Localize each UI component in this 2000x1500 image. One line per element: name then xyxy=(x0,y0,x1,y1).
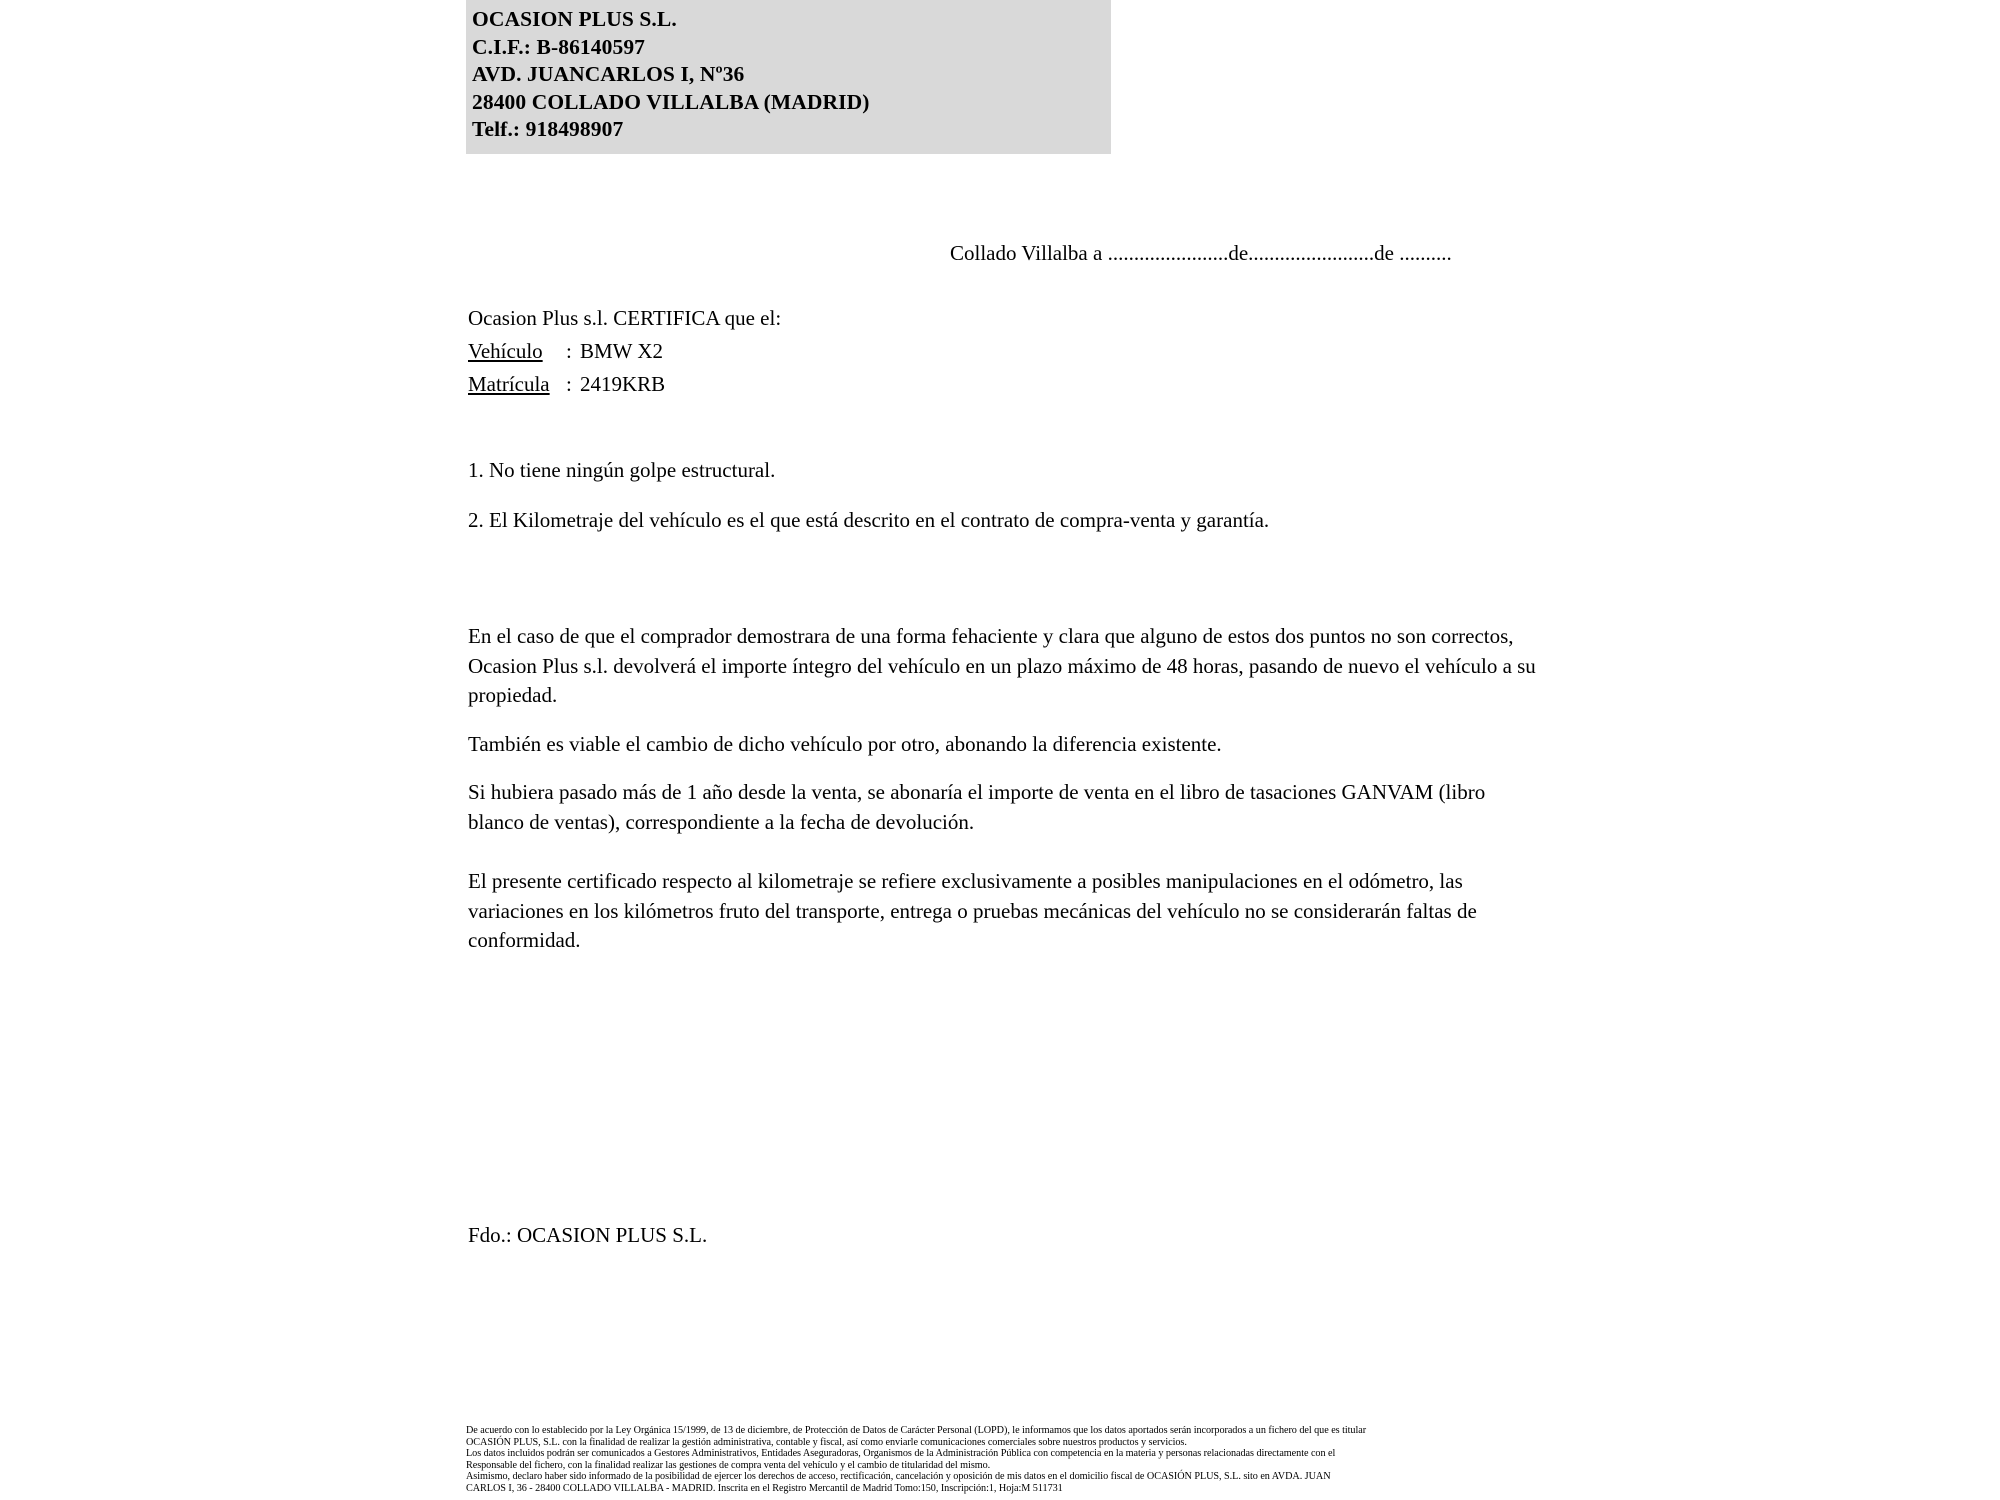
company-name: OCASION PLUS S.L. xyxy=(472,7,677,31)
company-street: AVD. JUANCARLOS I, Nº36 xyxy=(472,62,745,86)
paragraph-vehicle-exchange: También es viable el cambio de dicho vehículo por otro, abonando la diferencia existente. xyxy=(468,732,1222,756)
plate-field-separator: : xyxy=(566,372,572,396)
legal-footer-line-3: Los datos incluidos podrán ser comunicados a Gestores Administrativos, Entidades Aseguradoras, Organismos de la Administración Pública con competencia en la materia y personas relacionadas directamente con el xyxy=(466,1448,1336,1460)
vehicle-field-label: Vehículo xyxy=(468,339,543,363)
vehicle-field xyxy=(468,335,781,368)
legal-footer-line-6: CARLOS I, 36 - 28400 COLLADO VILLALBA - MADRID. Inscrita en el Registro Mercantil de Madrid Tomo:150, Inscripción:1, Hoja:M 511731 xyxy=(466,1482,1063,1494)
legal-footer-line-5: Asimismo, declaro haber sido informado de la posibilidad de ejercer los derechos de acceso, rectificación, cancelación y oposición de mis datos en el domicilio fiscal de OCASIÓN PLUS, S.L. sito en AVDA. JUAN xyxy=(466,1471,1331,1483)
company-cif: C.I.F.: B-86140597 xyxy=(472,34,646,59)
legal-footer-line-1: De acuerdo con lo establecido por la Ley Orgánica 15/1999, de 13 de diciembre, de Protección de Datos de Carácter Personal (LOPD), le informamos que los datos aportados serán incorporados a un fichero del que es titular xyxy=(466,1425,1367,1436)
company-letterhead xyxy=(466,0,1111,154)
legal-footer-line-2: OCASIÓN PLUS, S.L. con la finalidad de realizar la gestión administrativa, contable y fiscal, así como enviarle comunicaciones comerciales sobre nuestros productos y servicios. xyxy=(466,1436,1187,1448)
plate-field-label: Matrícula xyxy=(468,372,550,396)
plate-field xyxy=(468,368,781,401)
company-city: 28400 COLLADO VILLALBA (MADRID) xyxy=(472,89,870,114)
plate-field-value: 2419KRB xyxy=(580,372,666,396)
paragraph-refund-conditions: En el caso de que el comprador demostrara de una forma fehaciente y clara que alguno de estos dos puntos no son correctos, Ocasion Plus s.l. devolverá el importe íntegro del vehículo en un plazo máximo de 48 horas, pasando de nuevo el vehículo a su propiedad. xyxy=(468,624,1536,707)
legal-footer xyxy=(466,1425,1556,1495)
certification-block xyxy=(468,302,781,401)
vehicle-field-separator: : xyxy=(566,339,572,363)
certification-title: Ocasion Plus s.l. CERTIFICA que el: xyxy=(468,306,782,330)
company-phone: Telf.: 918498907 xyxy=(472,117,624,141)
paragraph-ganvam-valuation: Si hubiera pasado más de 1 año desde la venta, se abonaría el importe de venta en el libro de tasaciones GANVAM (libro blanco de ventas), correspondiente a la fecha de devolución. xyxy=(468,780,1486,834)
certified-point-2: 2. El Kilometraje del vehículo es el que está descrito en el contrato de compra-venta y garantía. xyxy=(468,508,1270,532)
vehicle-field-value: BMW X2 xyxy=(580,339,664,363)
place-and-date-line: Collado Villalba a .......................de........................de .......... xyxy=(950,241,1452,265)
legal-footer-line-4: Responsable del fichero, con la finalidad realizar las gestiones de compra venta del vehículo y el cambio de titularidad del mismo. xyxy=(466,1459,991,1471)
certified-point-1: 1. No tiene ningún golpe estructural. xyxy=(468,458,776,482)
signature-line: Fdo.: OCASION PLUS S.L. xyxy=(468,1223,708,1247)
paragraph-odometer-scope: El presente certificado respecto al kilometraje se refiere exclusivamente a posibles manipulaciones en el odómetro, las variaciones en los kilómetros fruto del transporte, entrega o pruebas mecánicas del vehículo no se considerarán faltas de conformidad. xyxy=(468,869,1477,952)
